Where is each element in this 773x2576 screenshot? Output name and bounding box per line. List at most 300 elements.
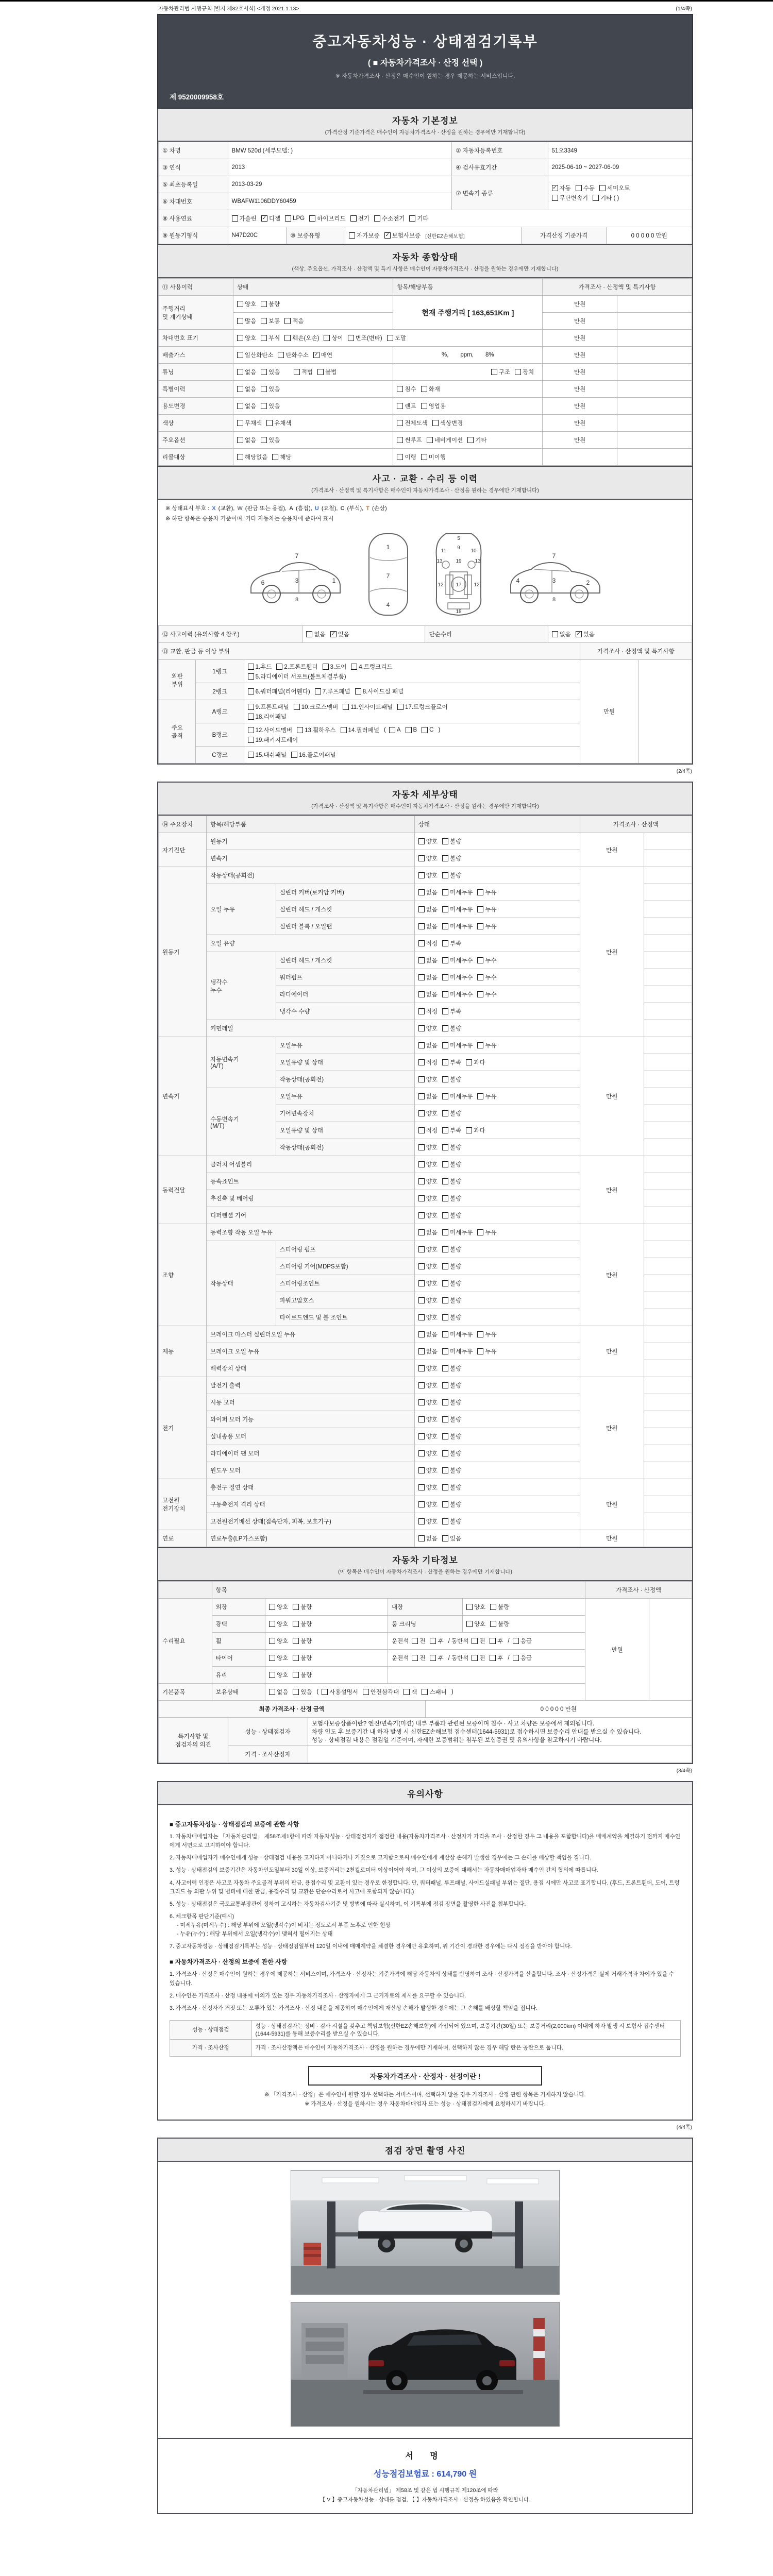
- checkbox-누수[interactable]: [477, 990, 496, 998]
- value-cell: 0 0 0 0 0 만원: [607, 227, 692, 244]
- checkbox-후[interactable]: [490, 1637, 503, 1645]
- table-row: [159, 159, 692, 176]
- row-label: 브레이크 오일 누유: [207, 1343, 415, 1360]
- checkbox-있음[interactable]: [261, 385, 280, 393]
- checkbox-미세누유[interactable]: [442, 905, 473, 913]
- checkbox-누유[interactable]: [477, 1347, 496, 1355]
- table-row: [159, 415, 692, 432]
- checkbox-box: [442, 1501, 448, 1507]
- checkbox-불량[interactable]: [442, 1432, 461, 1440]
- checkbox-양호[interactable]: [269, 1603, 288, 1611]
- checkbox-기타 ( )[interactable]: [593, 194, 619, 202]
- checkbox-미세누유[interactable]: [442, 1041, 473, 1049]
- checkbox-불량[interactable]: [442, 1483, 461, 1492]
- checkbox-양호[interactable]: [269, 1637, 288, 1645]
- svg-text:3: 3: [295, 577, 298, 584]
- checkbox-box: [418, 855, 425, 861]
- empty-cell: [617, 296, 692, 313]
- checkbox-없음[interactable]: [237, 436, 256, 444]
- section-photos-title: 점검 장면 촬영 사진: [384, 2145, 466, 2156]
- checkbox-box: [442, 991, 448, 997]
- checkbox-box: [422, 727, 428, 733]
- checkbox-미세누유[interactable]: [442, 1347, 473, 1355]
- checkbox-있음[interactable]: [293, 1688, 312, 1696]
- checkbox-없음[interactable]: [306, 630, 325, 638]
- checkbox-불량[interactable]: [442, 1415, 461, 1423]
- checkbox-2.프론트휀더[interactable]: [276, 663, 317, 671]
- checkbox-있음[interactable]: [261, 368, 280, 376]
- checkbox-양호[interactable]: [418, 854, 438, 862]
- checkbox-침수[interactable]: [397, 385, 416, 393]
- checkbox-양호[interactable]: [418, 1262, 438, 1270]
- checkbox-box: [442, 1399, 448, 1405]
- checkbox-미세누유[interactable]: [442, 1228, 473, 1236]
- checkbox-label: 없음: [559, 632, 571, 638]
- checkbox-불량[interactable]: [293, 1603, 312, 1611]
- empty-cell: [617, 347, 692, 364]
- checkbox-없음[interactable]: [418, 1092, 438, 1100]
- section-accident-history: [157, 467, 693, 765]
- checkbox-부식[interactable]: [261, 334, 280, 342]
- checkbox-양호[interactable]: [418, 1177, 438, 1185]
- checkbox-많음[interactable]: [237, 317, 256, 325]
- checkbox-양호[interactable]: [418, 1313, 438, 1321]
- price-cell: 만원: [543, 415, 617, 432]
- checkbox-box: [442, 1059, 448, 1065]
- checkbox-label: 양호: [426, 1434, 438, 1440]
- checkbox-누유[interactable]: [477, 905, 496, 913]
- checkbox-box: [387, 335, 393, 341]
- checkbox-cell: [414, 850, 580, 867]
- checkbox-불량[interactable]: [293, 1637, 312, 1645]
- checkbox-없음[interactable]: [237, 368, 256, 376]
- empty-cell: [644, 1054, 692, 1071]
- checkbox-label: 없음: [426, 1332, 438, 1338]
- checkbox-9.프론트패널[interactable]: [248, 703, 289, 711]
- checkbox-불량[interactable]: [442, 1143, 461, 1151]
- checkbox-label: 불량: [300, 1638, 312, 1645]
- checkbox-있음[interactable]: [576, 630, 595, 638]
- checkbox-불량[interactable]: [293, 1671, 312, 1679]
- checkbox-장치[interactable]: [515, 368, 534, 376]
- checkbox-양호[interactable]: [418, 1449, 438, 1458]
- checkbox-양호[interactable]: [237, 334, 256, 342]
- checkbox-양호[interactable]: [418, 1143, 438, 1151]
- checkbox-양호[interactable]: [418, 871, 438, 879]
- checkbox-label: 없음: [426, 1230, 438, 1236]
- checkbox-양호[interactable]: [269, 1671, 288, 1679]
- table-row: [159, 296, 692, 313]
- checkbox-무단변속기[interactable]: [552, 194, 589, 202]
- checkbox-box: [284, 335, 291, 341]
- checkbox-무채색[interactable]: [237, 419, 262, 427]
- checkbox-box: [491, 369, 497, 375]
- checkbox-없음[interactable]: [418, 1228, 438, 1236]
- checkbox-양호[interactable]: [418, 1279, 438, 1287]
- checkbox-없음[interactable]: [418, 1330, 438, 1338]
- checkbox-box: [324, 335, 330, 341]
- checkbox-13.휠하우스[interactable]: [297, 726, 335, 734]
- checkbox-10.크로스멤버[interactable]: [294, 703, 339, 711]
- accident-history-row: [158, 625, 692, 643]
- checkbox-불량[interactable]: [442, 1449, 461, 1458]
- checkbox-양호[interactable]: [269, 1654, 288, 1662]
- checkbox-14.필러패널[interactable]: [341, 726, 379, 734]
- checkbox-box: [418, 1399, 425, 1405]
- checkbox-18.리어패널[interactable]: [248, 713, 287, 721]
- checkbox-불량[interactable]: [442, 1517, 461, 1526]
- checkbox-불량[interactable]: [442, 1262, 461, 1270]
- checkbox-하이브리드[interactable]: [309, 214, 346, 223]
- row-label: 1랭크: [196, 660, 244, 683]
- checkbox-구조[interactable]: [491, 368, 510, 376]
- notice-item: 4. 사고이력 인정은 사고로 자동차 주요골격 부위의 판금, 용접수리 및 교환이 있는 경우로 한정합니다. 단, 쿼터패널, 루프패널, 사이드실패널 부위는 절단, 용접 시에만 사고로 표기합니다. (후드, 프론트휀더, 도어, 트렁크리드 등 외판 부위 및 범퍼에 대한 판금, 용접수리 및 교환은 단순수리로서 사고에 포함되지 않습니다.): [170, 1879, 680, 1895]
- legend-symbol-U: U: [314, 505, 319, 512]
- checkbox-누유[interactable]: [477, 888, 496, 896]
- checkbox-훼손(오손)[interactable]: [284, 334, 319, 342]
- checkbox-양호[interactable]: [418, 1500, 438, 1509]
- checkbox-C[interactable]: [422, 727, 433, 733]
- row-label: 색상: [159, 415, 233, 432]
- checkbox-적정[interactable]: [418, 1007, 438, 1015]
- checkbox-없음[interactable]: [418, 1347, 438, 1355]
- checkbox-적법[interactable]: [294, 368, 313, 376]
- checkbox-변조(변타)[interactable]: [348, 334, 382, 342]
- checkbox-없음[interactable]: [418, 888, 438, 896]
- checkbox-box: [418, 1263, 425, 1269]
- row-label: 전기: [159, 1377, 207, 1479]
- checkbox-없음[interactable]: [418, 973, 438, 981]
- table-row: [159, 1701, 692, 1718]
- checkbox-가솔린[interactable]: [232, 214, 257, 223]
- checkbox-불량[interactable]: [442, 1075, 461, 1083]
- checkbox-cell: [265, 1684, 585, 1701]
- checkbox-전체도색[interactable]: [397, 419, 427, 427]
- row-label: 동력조향 작동 오일 누유: [207, 1224, 415, 1241]
- checkbox-label: 전: [419, 1638, 426, 1645]
- checkbox-label: 양호: [426, 1451, 438, 1457]
- checkbox-label: 양호: [426, 839, 438, 845]
- checkbox-탄화수소[interactable]: [278, 351, 308, 359]
- checkbox-불량[interactable]: [442, 1364, 461, 1372]
- checkbox-보통[interactable]: [261, 317, 280, 325]
- checkbox-잭[interactable]: [404, 1688, 417, 1696]
- row-label: 오일누유: [276, 1088, 414, 1105]
- checkbox-누유[interactable]: [477, 1330, 496, 1338]
- row-label: 변속기: [207, 850, 415, 867]
- checkbox-응급[interactable]: [513, 1654, 532, 1662]
- checkbox-렌트[interactable]: [397, 402, 416, 410]
- checkbox-불량[interactable]: [442, 1296, 461, 1304]
- checkbox-과다[interactable]: [466, 1058, 485, 1066]
- checkbox-있음[interactable]: [442, 1534, 461, 1543]
- checkbox-없음[interactable]: [418, 922, 438, 930]
- checkbox-양호[interactable]: [466, 1603, 485, 1611]
- row-label: A랭크: [196, 700, 244, 723]
- checkbox-양호[interactable]: [418, 1483, 438, 1492]
- checkbox-1.후드[interactable]: [248, 663, 272, 671]
- checkbox-box: [418, 1450, 425, 1456]
- checkbox-양호[interactable]: [418, 1245, 438, 1253]
- notice-item: 3. 가격조사 · 산정자가 거짓 또는 오류가 있는 가격조사 · 산정 내용을 제공하여 매수인에게 재산상 손해가 발생한 경우에는 그 손해를 배상할 책임을 집니다.: [170, 2005, 538, 2011]
- checkbox-7.루프패널[interactable]: [315, 687, 350, 696]
- checkbox-기타[interactable]: [467, 436, 486, 444]
- checkbox-누유[interactable]: [477, 1228, 496, 1236]
- checkbox-전[interactable]: [412, 1637, 425, 1645]
- checkbox-수동[interactable]: [576, 184, 595, 192]
- checkbox-label: 불량: [450, 1196, 462, 1202]
- checkbox-양호[interactable]: [418, 1432, 438, 1440]
- checkbox-양호[interactable]: [418, 1211, 438, 1219]
- checkbox-없음[interactable]: [418, 1534, 438, 1543]
- checkbox-B[interactable]: [406, 727, 417, 733]
- checkbox-없음[interactable]: [237, 402, 256, 410]
- checkbox-누유[interactable]: [477, 1041, 496, 1049]
- checkbox-box: [418, 1365, 425, 1371]
- checkbox-불법[interactable]: [317, 368, 337, 376]
- checkbox-누수[interactable]: [477, 973, 496, 981]
- checkbox-미세누수[interactable]: [442, 973, 473, 981]
- checkbox-영업용[interactable]: [421, 402, 446, 410]
- checkbox-box: [442, 1280, 448, 1286]
- row-label: ⑨ 원동기형식: [159, 227, 228, 244]
- checkbox-부족[interactable]: [442, 1058, 461, 1066]
- checkbox-해당없음[interactable]: [237, 453, 267, 461]
- checkbox-불량[interactable]: [442, 1398, 461, 1406]
- checkbox-불량[interactable]: [293, 1654, 312, 1662]
- checkbox-적정[interactable]: [418, 939, 438, 947]
- page-marker-1: (1/4쪽): [676, 6, 692, 12]
- checkbox-양호[interactable]: [418, 1415, 438, 1423]
- checkbox-box: [397, 386, 403, 392]
- checkbox-미세누수[interactable]: [442, 956, 473, 964]
- row-label: B랭크: [196, 723, 244, 747]
- section-notice-header: [158, 1782, 692, 1805]
- row-label: 윈도우 모터: [207, 1462, 415, 1479]
- checkbox-양호[interactable]: [466, 1620, 485, 1628]
- checkbox-불량[interactable]: [442, 1313, 461, 1321]
- checkbox-미세누수[interactable]: [442, 990, 473, 998]
- checkbox-적음[interactable]: [284, 317, 304, 325]
- checkbox-디젤[interactable]: [261, 214, 280, 223]
- checkbox-box: [355, 688, 361, 694]
- checkbox-label: 불량: [450, 1213, 462, 1219]
- checkbox-전기[interactable]: [350, 214, 369, 223]
- checkbox-label: 양호: [426, 1400, 438, 1406]
- checkbox-양호[interactable]: [418, 1381, 438, 1389]
- checkbox-양호[interactable]: [418, 1160, 438, 1168]
- checkbox-유채색[interactable]: [266, 419, 291, 427]
- checkbox-자가보증[interactable]: [349, 231, 379, 240]
- empty-cell: [644, 1241, 692, 1258]
- checkbox-있음[interactable]: [261, 402, 280, 410]
- checkbox-화재[interactable]: [421, 385, 440, 393]
- checkbox-불량[interactable]: [293, 1620, 312, 1628]
- checkbox-세미오토[interactable]: [599, 184, 630, 192]
- notice-item: 2. 매수인은 가격조사 · 산정 내용에 이의가 있는 경우 자동차가격조사 · 산정자에게 그 근거자료의 제시를 요구할 수 있습니다.: [170, 1992, 466, 1999]
- checkbox-A[interactable]: [389, 727, 401, 733]
- checkbox-네비게이션[interactable]: [427, 436, 463, 444]
- checkbox-불량[interactable]: [442, 1194, 461, 1202]
- checkbox-box: [418, 1280, 425, 1286]
- checkbox-label: 불량: [450, 873, 462, 879]
- checkbox-불량[interactable]: [442, 871, 461, 879]
- checkbox-이행[interactable]: [397, 453, 416, 461]
- checkbox-불량[interactable]: [442, 1245, 461, 1253]
- checkbox-불량[interactable]: [261, 300, 280, 308]
- checkbox-양호[interactable]: [269, 1620, 288, 1628]
- checkbox-없음[interactable]: [552, 630, 571, 638]
- checkbox-label: 양호: [244, 301, 257, 308]
- checkbox-있음[interactable]: [261, 436, 280, 444]
- checkbox-부족[interactable]: [442, 1126, 461, 1134]
- checkbox-불량[interactable]: [442, 1279, 461, 1287]
- checkbox-label: 양호: [277, 1604, 289, 1611]
- checkbox-label: 누유: [485, 1349, 497, 1355]
- checkbox-적정[interactable]: [418, 1126, 438, 1134]
- checkbox-불량[interactable]: [490, 1603, 509, 1611]
- checkbox-미세누유[interactable]: [442, 922, 473, 930]
- checkbox-불량[interactable]: [442, 1109, 461, 1117]
- checkbox-box: [272, 454, 278, 460]
- checkbox-16.플로어패널[interactable]: [291, 751, 336, 759]
- notice-item: 1. 자동차매매업자는 「자동차관리법」 제58조제1항에 따라 자동차성능 · 상태점검자가 점검한 내용(자동차가격조사 · 산정자가 가격을 조사 · 산정한 경우 그 내용을 포함합니다)을 매매계약을 체결하기 전까지 매수인에게 서면으로 고지하여야 합니다.: [170, 1834, 681, 1849]
- checkbox-부족[interactable]: [442, 939, 461, 947]
- checkbox-양호[interactable]: [418, 837, 438, 845]
- checkbox-양호[interactable]: [418, 1075, 438, 1083]
- checkbox-양호[interactable]: [418, 1194, 438, 1202]
- table-row: [159, 1156, 692, 1173]
- checkbox-부족[interactable]: [442, 1007, 461, 1015]
- checkbox-없음[interactable]: [418, 1041, 438, 1049]
- checkbox-5.라디에이터 서포트(볼트체결부품)[interactable]: [248, 672, 346, 681]
- checkbox-안전삼각대[interactable]: [363, 1688, 399, 1696]
- checkbox-불량[interactable]: [442, 1211, 461, 1219]
- checkbox-없음[interactable]: [237, 385, 256, 393]
- checkbox-label: 1.후드: [255, 664, 272, 670]
- checkbox-label: 없음: [314, 632, 326, 638]
- checkbox-box: [418, 1195, 425, 1201]
- checkbox-스패너[interactable]: [422, 1688, 446, 1696]
- checkbox-불량[interactable]: [442, 837, 461, 845]
- checkbox-썬루프[interactable]: [397, 436, 422, 444]
- checkbox-미세누유[interactable]: [442, 888, 473, 896]
- checkbox-있음[interactable]: [330, 630, 349, 638]
- checkbox-label: 수동: [583, 185, 595, 192]
- checkbox-15.대쉬패널[interactable]: [248, 751, 287, 759]
- checkbox-없음[interactable]: [269, 1688, 288, 1696]
- checkbox-누유[interactable]: [477, 922, 496, 930]
- price-cell: 만원: [580, 1479, 644, 1530]
- checkbox-전[interactable]: [412, 1654, 425, 1662]
- checkbox-box: [418, 1110, 425, 1116]
- column-header: 가격조사 · 산정액: [580, 816, 692, 833]
- checkbox-box: [237, 403, 243, 409]
- checkbox-양호[interactable]: [418, 1024, 438, 1032]
- checkbox-보험사보증[interactable]: [384, 231, 421, 240]
- checkbox-6.쿼터패널(리어휀다)[interactable]: [248, 687, 310, 696]
- checkbox-불량[interactable]: [442, 1500, 461, 1509]
- checkbox-양호[interactable]: [418, 1517, 438, 1526]
- checkbox-후[interactable]: [490, 1654, 503, 1662]
- checkbox-cell: [414, 969, 580, 986]
- section-detail-title: 자동차 세부상태: [392, 790, 458, 800]
- checkbox-불량[interactable]: [442, 854, 461, 862]
- checkbox-상이[interactable]: [324, 334, 343, 342]
- checkbox-일산화탄소[interactable]: [237, 351, 274, 359]
- checkbox-양호[interactable]: [418, 1466, 438, 1475]
- checkbox-누유[interactable]: [477, 1092, 496, 1100]
- checkbox-box: [261, 437, 267, 443]
- svg-text:7: 7: [386, 572, 390, 580]
- checkbox-불량[interactable]: [442, 1024, 461, 1032]
- checkbox-11.인사이드패널[interactable]: [343, 703, 393, 711]
- checkbox-label: 불량: [450, 1026, 462, 1032]
- row-label: 내장: [388, 1599, 463, 1616]
- checkbox-8.사이드실 패널[interactable]: [355, 687, 404, 696]
- checkbox-미이행[interactable]: [421, 453, 446, 461]
- checkbox-17.트렁크플로어[interactable]: [397, 703, 448, 711]
- checkbox-해당[interactable]: [272, 453, 291, 461]
- checkbox-19.패키지트레이[interactable]: [248, 736, 298, 744]
- checkbox-label: 영업용: [428, 403, 446, 410]
- checkbox-기타[interactable]: [409, 214, 428, 223]
- checkbox-불량[interactable]: [442, 1160, 461, 1168]
- checkbox-사용설명서[interactable]: [322, 1688, 358, 1696]
- checkbox-box: [442, 1127, 448, 1133]
- checkbox-응급[interactable]: [513, 1637, 532, 1645]
- checkbox-후[interactable]: [430, 1654, 443, 1662]
- checkbox-label: 디젤: [268, 216, 281, 222]
- checkbox-불량[interactable]: [490, 1620, 509, 1628]
- checkbox-누수[interactable]: [477, 956, 496, 964]
- checkbox-12.사이드멤버[interactable]: [248, 726, 293, 734]
- checkbox-없음[interactable]: [418, 905, 438, 913]
- empty-cell: [644, 1530, 692, 1547]
- table-row: [159, 1718, 692, 1746]
- checkbox-양호[interactable]: [418, 1364, 438, 1372]
- checkbox-없음[interactable]: [418, 956, 438, 964]
- checkbox-box: [418, 1093, 425, 1099]
- checkbox-전[interactable]: [472, 1637, 485, 1645]
- checkbox-미세누유[interactable]: [442, 1330, 473, 1338]
- price-cell: 만원: [543, 330, 617, 347]
- basic-info-table: [158, 142, 692, 227]
- checkbox-색상변경[interactable]: [432, 419, 463, 427]
- checkbox-후[interactable]: [430, 1637, 443, 1645]
- checkbox-양호[interactable]: [418, 1109, 438, 1117]
- checkbox-불량[interactable]: [442, 1466, 461, 1475]
- checkbox-3.도어[interactable]: [323, 663, 347, 671]
- checkbox-도말[interactable]: [387, 334, 406, 342]
- checkbox-양호[interactable]: [418, 1296, 438, 1304]
- checkbox-LPG[interactable]: [285, 215, 305, 222]
- checkbox-과다[interactable]: [466, 1126, 485, 1134]
- checkbox-양호[interactable]: [237, 300, 256, 308]
- checkbox-매연[interactable]: [313, 351, 332, 359]
- checkbox-box: [477, 1042, 483, 1048]
- checkbox-미세누유[interactable]: [442, 1092, 473, 1100]
- checkbox-적정[interactable]: [418, 1058, 438, 1066]
- checkbox-4.트렁크리드[interactable]: [351, 663, 392, 671]
- checkbox-없음[interactable]: [418, 990, 438, 998]
- checkbox-불량[interactable]: [442, 1177, 461, 1185]
- checkbox-양호[interactable]: [418, 1398, 438, 1406]
- checkbox-전[interactable]: [472, 1654, 485, 1662]
- checkbox-자동[interactable]: [552, 184, 571, 192]
- checkbox-수소전기[interactable]: [374, 214, 405, 223]
- checkbox-불량[interactable]: [442, 1381, 461, 1389]
